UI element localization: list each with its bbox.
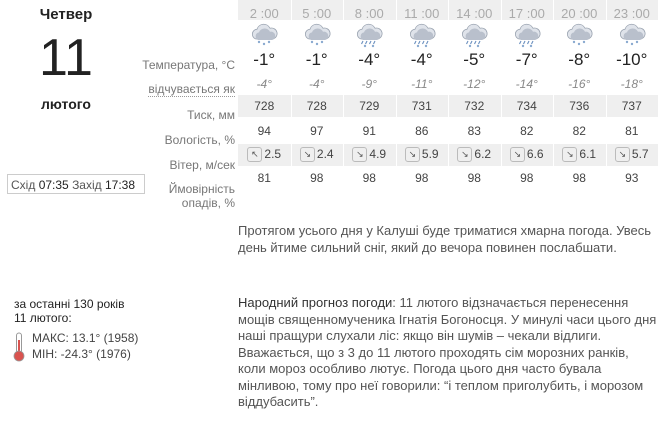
hour-feels-like: -4° <box>256 77 272 91</box>
hour-time: 23 :00 <box>613 6 650 21</box>
hour-pressure: 729 <box>359 99 380 113</box>
wind-direction-icon: ↘ <box>562 147 577 162</box>
hour-wind <box>553 147 606 162</box>
hour-precipitation: 98 <box>520 171 534 185</box>
snow-cloud-icon <box>291 22 344 48</box>
hour-feels-like: -12° <box>463 77 486 91</box>
hour-precipitation: 98 <box>362 171 376 185</box>
folk-text: : 11 лютого відзначається перенесення мощів священномученика Ігнатія Богоносця. У минулі часи цього дня наші пращури слухали ліс: якщо він шумів – чекали відлиги. Вважається, що з 3 до 11 лютого проходять сім морозних ранків, коли мороз особливо лютує. Погода цього дня часто бувала мінливою, тому про неї говорили: “і теплом приголубить, і морозом віддубасить”. <box>238 295 657 409</box>
wind-direction-icon: ↘ <box>300 147 315 162</box>
column-divider <box>291 0 292 189</box>
sunset-label: Захід <box>72 178 102 192</box>
day-number: 11 <box>39 29 93 87</box>
label-precipitation <box>169 182 235 210</box>
hour-time: 20 :00 <box>561 6 598 21</box>
hour-pressure: 737 <box>621 99 642 113</box>
folk-forecast <box>238 295 658 411</box>
hour-pressure: 736 <box>569 99 590 113</box>
column-divider <box>606 0 607 189</box>
wind-direction-icon: ↘ <box>352 147 367 162</box>
hour-precipitation: 98 <box>467 171 481 185</box>
column-divider <box>343 0 344 189</box>
record-min: МІН: -24.3° (1976) <box>32 347 131 361</box>
snow-cloud-icon <box>553 22 606 48</box>
wind-speed: 5.9 <box>421 147 439 161</box>
hour-pressure: 731 <box>411 99 432 113</box>
hour-humidity: 83 <box>467 124 481 138</box>
hour-wind <box>343 147 396 162</box>
hour-humidity: 82 <box>572 124 586 138</box>
hour-precipitation: 98 <box>572 171 586 185</box>
hour-humidity: 97 <box>310 124 324 138</box>
wind-direction-icon: ↘ <box>457 147 472 162</box>
column-divider <box>501 0 502 189</box>
hour-temperature: -8° <box>568 50 591 69</box>
hour-pressure: 728 <box>254 99 275 113</box>
hour-time: 14 :00 <box>456 6 493 21</box>
wind-direction-icon: ↘ <box>510 147 525 162</box>
hour-feels-like: -14° <box>515 77 538 91</box>
hour-wind <box>396 147 449 162</box>
hour-humidity: 91 <box>362 124 376 138</box>
history-heading <box>14 297 214 325</box>
hour-wind <box>606 147 659 162</box>
column-divider <box>448 0 449 189</box>
hour-time: 17 :00 <box>508 6 545 21</box>
heavy-snow-cloud-icon <box>396 22 449 48</box>
wind-speed: 6.1 <box>579 147 597 161</box>
hour-precipitation: 98 <box>310 171 324 185</box>
wind-direction-icon: ↘ <box>615 147 630 162</box>
hour-pressure: 734 <box>516 99 537 113</box>
hour-time: 11 :00 <box>404 6 440 21</box>
label-feels-like[interactable]: відчувається як <box>148 82 235 96</box>
column-divider <box>396 0 397 189</box>
hour-pressure: 728 <box>306 99 327 113</box>
hour-humidity: 81 <box>625 124 639 138</box>
column-divider <box>553 0 554 189</box>
wind-speed: 6.6 <box>526 147 544 161</box>
label-precip-line2: опадів, % <box>181 196 235 210</box>
hour-feels-like: -4° <box>309 77 325 91</box>
sun-times <box>7 174 145 194</box>
hour-wind <box>448 147 501 162</box>
hour-wind <box>501 147 554 162</box>
hour-temperature: -10° <box>616 50 648 69</box>
hour-temperature: -4° <box>358 50 381 69</box>
hour-humidity: 86 <box>415 124 429 138</box>
hour-time: 2 :00 <box>249 6 279 21</box>
sunset-time: 17:38 <box>105 178 136 192</box>
label-temperature: Температура, °C <box>142 58 235 72</box>
wind-speed: 2.4 <box>316 147 334 161</box>
day-description: Протягом усього дня у Калуші буде триматися хмарна погода. Увесь день йтиме сильний сніг, який до вечора повинен послабшати. <box>238 223 652 255</box>
thermometer-icon <box>13 332 25 362</box>
hour-feels-like: -11° <box>411 77 433 91</box>
hour-feels-like: -16° <box>568 77 591 91</box>
hour-humidity: 82 <box>520 124 534 138</box>
wind-speed: 5.7 <box>631 147 649 161</box>
label-precip-line1: Ймовірність <box>168 182 235 196</box>
hour-wind <box>238 147 291 162</box>
hour-time: 5 :00 <box>302 6 332 21</box>
heavy-snow-cloud-icon <box>501 22 554 48</box>
hour-temperature: -5° <box>463 50 486 69</box>
wind-direction-icon: ↖ <box>247 147 262 162</box>
label-wind: Вітер, м/сек <box>169 158 235 172</box>
sunrise-time: 07:35 <box>38 178 69 192</box>
hour-temperature: -1° <box>305 50 328 69</box>
heavy-snow-cloud-icon <box>448 22 501 48</box>
wind-direction-icon: ↘ <box>405 147 420 162</box>
hour-temperature: -7° <box>515 50 538 69</box>
hour-temperature: -1° <box>253 50 276 69</box>
history-line1: за останні 130 років <box>14 297 125 311</box>
weekday: Четвер <box>39 6 93 23</box>
history-records <box>32 330 138 362</box>
snow-cloud-icon <box>606 22 659 48</box>
hour-time: 8 :00 <box>354 6 384 21</box>
hour-wind <box>291 147 344 162</box>
hour-precipitation: 81 <box>257 171 271 185</box>
hour-feels-like: -18° <box>620 77 643 91</box>
hour-humidity: 94 <box>257 124 271 138</box>
wind-speed: 6.2 <box>474 147 492 161</box>
hour-pressure: 732 <box>464 99 485 113</box>
heavy-snow-cloud-icon <box>343 22 396 48</box>
history-line2: 11 лютого: <box>14 311 72 325</box>
hour-precipitation: 93 <box>625 171 639 185</box>
folk-title: Народний прогноз погоди <box>238 295 393 310</box>
sunrise-label: Схід <box>11 178 36 192</box>
hour-precipitation: 98 <box>415 171 429 185</box>
label-pressure: Тиск, мм <box>187 108 235 122</box>
wind-speed: 4.9 <box>369 147 387 161</box>
hour-temperature: -4° <box>410 50 433 69</box>
month: лютого <box>41 96 91 112</box>
record-max: МАКС: 13.1° (1958) <box>32 331 139 345</box>
hour-feels-like: -9° <box>361 77 377 91</box>
wind-speed: 2.5 <box>264 147 282 161</box>
snow-cloud-icon <box>238 22 291 48</box>
label-humidity: Вологість, % <box>164 133 235 147</box>
